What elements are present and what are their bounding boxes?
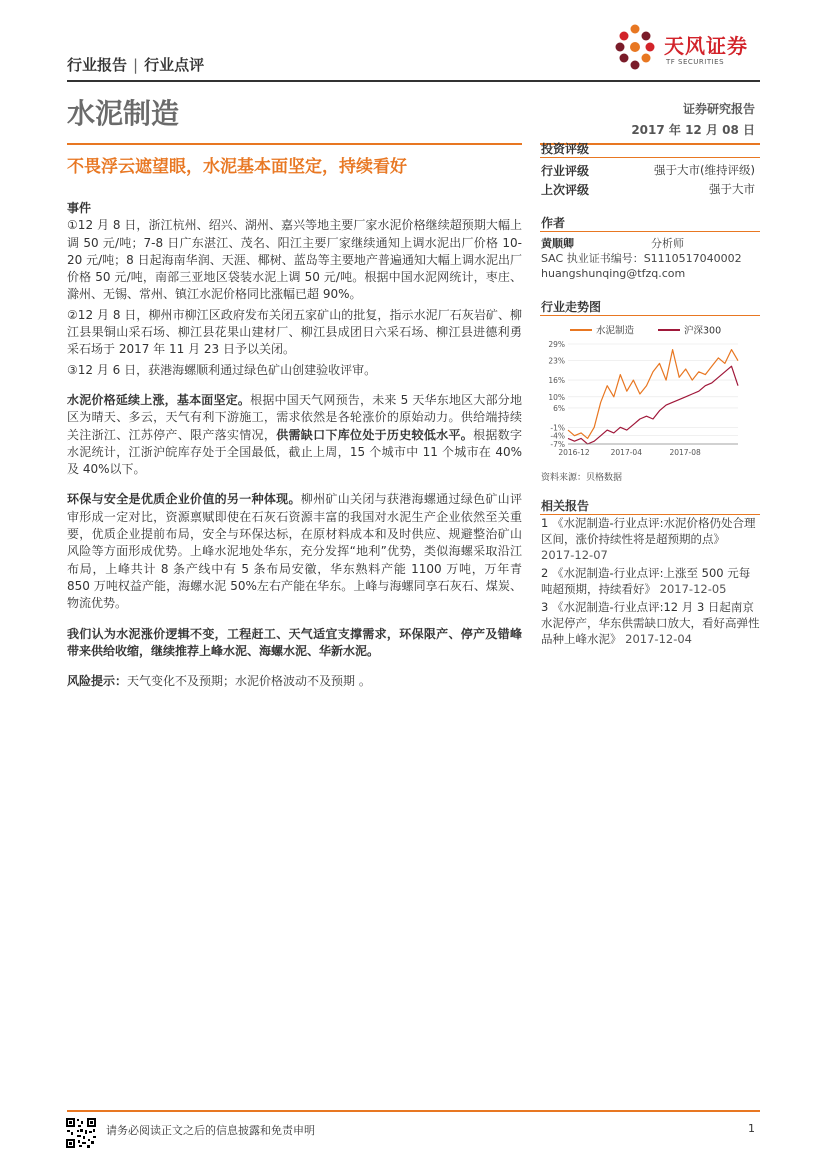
report-date: 2017 年 12 月 08 日 [631,123,755,137]
brand-logo [610,18,760,74]
y-tick-label-6: -4% [550,431,565,441]
risk-text: 天气变化不及预期；水泥价格波动不及预期 。 [127,674,371,689]
related-title: 相关报告 [541,499,590,513]
brand-name-cn: 天风证券 [664,34,748,58]
trend-chart-svg [540,318,760,468]
related-report-2-title: 2 《水泥制造-行业点评:上涨至 500 元每吨超预期，持续看好》 [541,566,751,596]
paragraph-environment-lead: 环保与安全是优质企业价值的另一种体现。 [67,492,301,507]
event-heading: 事件 [67,201,92,215]
paragraph-price-text-a: 根据中国天气网预告，未来 5 天华东地区大部分地区为晴天、多云，天气有利下游施工，需求依然是各轮涨价的原始动力。供给端持续关注浙江、江苏停产、限产落实情况， [67,392,522,442]
trend-chart [540,318,760,468]
related-report-3-date: 2017-12-04 [625,632,692,646]
main-body [67,200,522,693]
paragraph-price [67,392,522,478]
paragraph-price-lead: 水泥价格延续上涨，基本面坚定。 [67,392,251,407]
y-tick-label-3: 10% [548,392,565,402]
author-divider [540,231,760,232]
y-tick-label-4: 6% [553,403,565,413]
analyst-email[interactable]: huangshunqing@tfzq.com [541,267,686,280]
related-report-3-title: 3 《水泥制造-行业点评:12 月 3 日起南京水泥停产，华东供需缺口放大，看好高弹性品种上峰水泥》 [541,600,760,646]
related-report-3[interactable] [541,599,761,647]
report-subtype: 行业点评 [144,56,205,74]
report-type: 行业报告 [67,56,128,74]
x-tick-label-0: 2016-12 [558,448,590,457]
paragraph-environment-text: 柳州矿山关闭与获港海螺通过绿色矿山评审形成一定对比，资源禀赋即使在石灰石资源丰富的我国对水泥生产企业依然至关重要，优质企业提前布局，安全与环保达标，在原材料成本和及时供应、规避整治矿山风险等方面形成优势。上峰水泥地处华东，充分发挥“地利”优势，类似海螺采取沿江布局，上峰共计 8 条产线中有 5 条布局安徽，华东熟料产能 1100 万吨，万年青 850 万吨权益产能，海螺水泥 50%左右产能在华东。上峰与海螺同享石灰石、煤炭、物流优势。 [67,492,522,611]
analyst-role: 分析师 [651,237,684,250]
risk-warning [67,673,522,690]
risk-label: 风险提示： [67,674,128,689]
report-category [67,54,204,75]
chart-legend [570,325,721,337]
header-divider [67,80,760,82]
x-tick-label-2: 2017-08 [669,448,701,457]
rating-title: 投资评级 [541,142,590,156]
footer-divider [67,1110,760,1112]
trend-title: 行业走势图 [541,300,602,314]
industry-rating-value: 强于大市(维持评级) [654,163,755,177]
brand-logo-icon [610,22,660,72]
legend-label-cement: 水泥制造 [596,325,635,337]
page-number: 1 [748,1122,755,1135]
paragraph-price-text-b: 根据数字水泥统计，江浙沪皖库存处于全国最低，截止上周，15 个城市中 11 个城市在 40%及 40%以下。 [67,427,522,477]
last-rating-label: 上次评级 [541,183,590,197]
related-reports [541,515,761,649]
x-tick-label-1: 2017-04 [610,448,642,457]
chart-source: 资料来源：贝格数据 [541,473,623,483]
brand-name-en: TF SECURITIES [666,58,725,66]
industry-title: 水泥制造 [67,97,180,130]
qr-code-icon [65,1117,97,1149]
event-item-1: ①12 月 8 日，浙江杭州、绍兴、湖州、嘉兴等地主要厂家水泥价格继续超预期大幅上调 50 元/吨；7-8 日广东湛江、茂名、阳江主要厂家继续通知上调水泥出厂价格 10-20 元/吨；8 日起海南华润、天涯、椰树、蓝岛等主要地产普遍通知大幅上调水泥出厂价格 50 元/吨，南部三亚地区袋装水泥上调 50 元/吨。根据中国水泥网统计，枣庄、滁州、无锡、常州、镇江水泥价格同比涨幅已超 90%。 [67,218,522,302]
y-tick-label-7: -7% [550,440,565,449]
related-report-2[interactable] [541,565,761,597]
analyst-info [541,236,761,281]
y-tick-label-0: 29% [548,340,565,349]
headline-divider [67,143,522,145]
y-tick-label-1: 23% [548,356,565,366]
analyst-name: 黄顺卿 [541,237,574,250]
rating-divider [540,157,760,158]
event-item-2: ②12 月 8 日，柳州市柳江区政府发布关闭五家矿山的批复，指示水泥厂石灰岩矿、柳江县果铜山采石场、柳江县花果山建材厂、柳江县成团日六采石场、柳江县进德利勇采石场于 2017 年 11 月 23 日予以关闭。 [67,307,522,357]
event-item-3: ③12 月 6 日，获港海螺顺利通过绿色矿山创建验收评审。 [67,362,377,377]
series-line-1 [568,366,738,444]
related-report-1-title: 1 《水泥制造-行业点评:水泥价格仍处合理区间，涨价持续性将是超预期的点》 [541,516,756,546]
related-report-1[interactable] [541,515,761,563]
footer-disclaimer: 请务必阅读正文之后的信息披露和免责申明 [106,1124,315,1137]
industry-rating-label: 行业评级 [541,164,590,178]
doc-type: 证券研究报告 [682,102,755,116]
y-tick-label-5: -1% [550,423,565,433]
series-line-0 [568,350,738,439]
y-tick-label-2: 16% [548,376,565,386]
legend-label-hs300: 沪深300 [684,325,722,337]
analyst-cert: SAC 执业证书编号：S1110517040002 [541,252,742,265]
headline: 不畏浮云遮望眼，水泥基本面坚定，持续看好 [67,157,407,177]
paragraph-environment [67,491,522,612]
related-report-1-date: 2017-12-07 [541,548,608,562]
paragraph-recommendation: 我们认为水泥涨价逻辑不变，工程赶工、天气适宜支撑需求，环保限产、停产及错峰带来供给收缩，继续推荐上峰水泥、海螺水泥、华新水泥。 [67,626,522,658]
author-title: 作者 [541,216,566,230]
related-report-2-date: 2017-12-05 [659,582,727,596]
paragraph-price-bold: 供需缺口下库位处于历史较低水平。 [276,427,474,442]
trend-divider [540,315,760,316]
report-type-separator: | [133,56,139,74]
last-rating-value: 强于大市 [709,182,755,196]
